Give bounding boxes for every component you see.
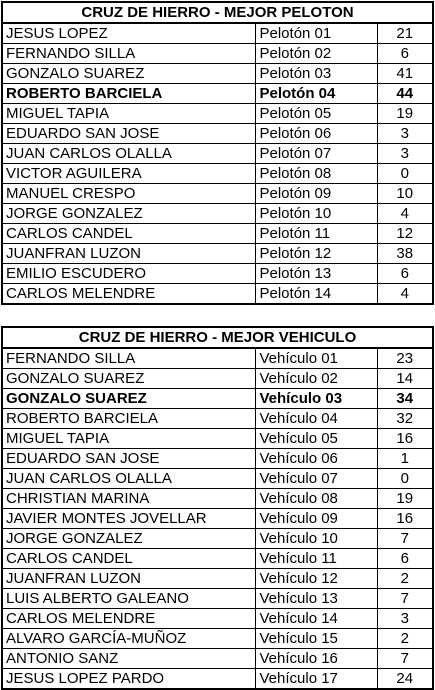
unit-cell: Vehículo 10 xyxy=(255,529,377,549)
score-cell: 19 xyxy=(377,489,433,509)
name-cell: CARLOS CANDEL xyxy=(2,224,255,244)
name-cell: ANTONIO SANZ xyxy=(2,649,255,669)
table-row xyxy=(2,348,433,369)
unit-cell: Vehículo 03 xyxy=(255,389,377,409)
unit-cell: Vehículo 12 xyxy=(255,569,377,589)
table-row xyxy=(2,629,433,649)
name-cell: MIGUEL TAPIA xyxy=(2,429,255,449)
unit-cell: Pelotón 04 xyxy=(255,84,377,104)
score-cell: 32 xyxy=(377,409,433,429)
table-row xyxy=(2,469,433,489)
table-header-row xyxy=(2,2,433,23)
table-row xyxy=(2,104,433,124)
table-row xyxy=(2,549,433,569)
table-row xyxy=(2,389,433,409)
score-cell: 19 xyxy=(377,104,433,124)
unit-cell: Vehículo 05 xyxy=(255,429,377,449)
unit-cell: Vehículo 13 xyxy=(255,589,377,609)
name-cell: EDUARDO SAN JOSE xyxy=(2,449,255,469)
name-cell: JAVIER MONTES JOVELLAR xyxy=(2,509,255,529)
name-cell: JESUS LOPEZ PARDO xyxy=(2,669,255,690)
score-cell: 7 xyxy=(377,529,433,549)
table-row xyxy=(2,569,433,589)
name-cell: GONZALO SUAREZ xyxy=(2,389,255,409)
score-cell: 41 xyxy=(377,64,433,84)
unit-cell: Pelotón 05 xyxy=(255,104,377,124)
table-row xyxy=(2,449,433,469)
table-row xyxy=(2,244,433,264)
score-cell: 0 xyxy=(377,164,433,184)
unit-cell: Vehículo 01 xyxy=(255,348,377,369)
score-cell: 7 xyxy=(377,649,433,669)
unit-cell: Pelotón 13 xyxy=(255,264,377,284)
unit-cell: Pelotón 06 xyxy=(255,124,377,144)
table-row xyxy=(2,409,433,429)
best-vehicle-table xyxy=(1,326,434,690)
score-cell: 14 xyxy=(377,369,433,389)
score-cell: 38 xyxy=(377,244,433,264)
table-row xyxy=(2,224,433,244)
table-row xyxy=(2,144,433,164)
score-cell: 3 xyxy=(377,609,433,629)
unit-cell: Vehículo 14 xyxy=(255,609,377,629)
best-vehicle-title: CRUZ DE HIERRO - MEJOR VEHICULO xyxy=(2,327,433,348)
table-row xyxy=(2,204,433,224)
name-cell: GONZALO SUAREZ xyxy=(2,369,255,389)
table-header-row xyxy=(2,327,433,348)
table-row xyxy=(2,669,433,690)
name-cell: JUANFRAN LUZON xyxy=(2,569,255,589)
unit-cell: Vehículo 07 xyxy=(255,469,377,489)
name-cell: FERNANDO SILLA xyxy=(2,44,255,64)
table-row xyxy=(2,529,433,549)
unit-cell: Vehículo 08 xyxy=(255,489,377,509)
unit-cell: Pelotón 08 xyxy=(255,164,377,184)
table-row xyxy=(2,609,433,629)
name-cell: JUAN CARLOS OLALLA xyxy=(2,144,255,164)
score-cell: 3 xyxy=(377,144,433,164)
score-cell: 24 xyxy=(377,669,433,690)
score-cell: 34 xyxy=(377,389,433,409)
unit-cell: Vehículo 04 xyxy=(255,409,377,429)
name-cell: JORGE GONZALEZ xyxy=(2,529,255,549)
name-cell: ROBERTO BARCIELA xyxy=(2,409,255,429)
score-cell: 16 xyxy=(377,429,433,449)
name-cell: CARLOS CANDEL xyxy=(2,549,255,569)
name-cell: EDUARDO SAN JOSE xyxy=(2,124,255,144)
name-cell: VICTOR AGUILERA xyxy=(2,164,255,184)
score-cell: 10 xyxy=(377,184,433,204)
best-platoon-title: CRUZ DE HIERRO - MEJOR PELOTON xyxy=(2,2,433,23)
unit-cell: Pelotón 01 xyxy=(255,23,377,44)
name-cell: CHRISTIAN MARINA xyxy=(2,489,255,509)
score-cell: 0 xyxy=(377,469,433,489)
table-row xyxy=(2,64,433,84)
best-platoon-rows xyxy=(2,23,433,304)
table-row xyxy=(2,23,433,44)
table-row xyxy=(2,164,433,184)
unit-cell: Vehículo 11 xyxy=(255,549,377,569)
name-cell: LUIS ALBERTO GALEANO xyxy=(2,589,255,609)
unit-cell: Pelotón 03 xyxy=(255,64,377,84)
name-cell: JESUS LOPEZ xyxy=(2,23,255,44)
name-cell: FERNANDO SILLA xyxy=(2,348,255,369)
table-row xyxy=(2,184,433,204)
unit-cell: Pelotón 14 xyxy=(255,284,377,305)
name-cell: ROBERTO BARCIELA xyxy=(2,84,255,104)
score-cell: 2 xyxy=(377,569,433,589)
name-cell: JUAN CARLOS OLALLA xyxy=(2,469,255,489)
table-row xyxy=(2,284,433,305)
table-row xyxy=(2,489,433,509)
table-row xyxy=(2,429,433,449)
table-row xyxy=(2,589,433,609)
unit-cell: Vehículo 15 xyxy=(255,629,377,649)
unit-cell: Pelotón 12 xyxy=(255,244,377,264)
name-cell: CARLOS MELENDRE xyxy=(2,609,255,629)
score-cell: 2 xyxy=(377,629,433,649)
unit-cell: Vehículo 17 xyxy=(255,669,377,690)
score-cell: 16 xyxy=(377,509,433,529)
name-cell: ALVARO GARCÍA-MUÑOZ xyxy=(2,629,255,649)
table-row xyxy=(2,84,433,104)
score-cell: 12 xyxy=(377,224,433,244)
unit-cell: Pelotón 02 xyxy=(255,44,377,64)
unit-cell: Vehículo 02 xyxy=(255,369,377,389)
score-cell: 1 xyxy=(377,449,433,469)
name-cell: JUANFRAN LUZON xyxy=(2,244,255,264)
score-cell: 4 xyxy=(377,284,433,305)
table-row xyxy=(2,124,433,144)
unit-cell: Pelotón 07 xyxy=(255,144,377,164)
name-cell: JORGE GONZALEZ xyxy=(2,204,255,224)
unit-cell: Pelotón 10 xyxy=(255,204,377,224)
unit-cell: Pelotón 11 xyxy=(255,224,377,244)
unit-cell: Vehículo 06 xyxy=(255,449,377,469)
score-cell: 6 xyxy=(377,264,433,284)
best-platoon-table xyxy=(1,1,434,305)
score-cell: 6 xyxy=(377,549,433,569)
score-cell: 7 xyxy=(377,589,433,609)
name-cell: MANUEL CRESPO xyxy=(2,184,255,204)
name-cell: EMILIO ESCUDERO xyxy=(2,264,255,284)
unit-cell: Pelotón 09 xyxy=(255,184,377,204)
best-vehicle-rows xyxy=(2,348,433,689)
score-cell: 4 xyxy=(377,204,433,224)
table-row xyxy=(2,264,433,284)
name-cell: CARLOS MELENDRE xyxy=(2,284,255,305)
score-cell: 6 xyxy=(377,44,433,64)
table-row xyxy=(2,369,433,389)
score-cell: 3 xyxy=(377,124,433,144)
score-cell: 44 xyxy=(377,84,433,104)
unit-cell: Vehículo 16 xyxy=(255,649,377,669)
score-cell: 23 xyxy=(377,348,433,369)
table-row xyxy=(2,44,433,64)
table-row xyxy=(2,509,433,529)
score-cell: 21 xyxy=(377,23,433,44)
name-cell: GONZALO SUAREZ xyxy=(2,64,255,84)
name-cell: MIGUEL TAPIA xyxy=(2,104,255,124)
table-row xyxy=(2,649,433,669)
unit-cell: Vehículo 09 xyxy=(255,509,377,529)
